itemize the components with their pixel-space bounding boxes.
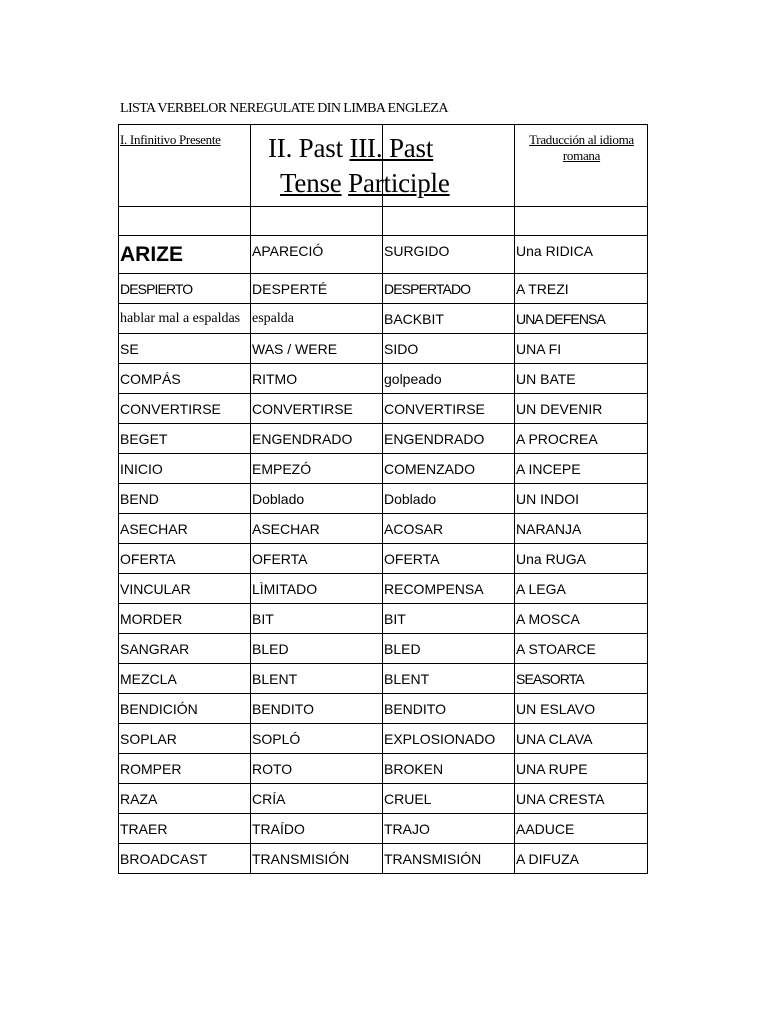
cell-translation: UNA DEFENSA [515,304,648,334]
header-infinitive-label: I. Infinitivo Presente [120,132,221,147]
cell-past-tense: TRAÍDO [251,814,383,844]
cell-translation: UNA RUPE [515,754,648,784]
header-past-tense-label-a: II. Past [268,133,343,163]
table-row [119,484,648,514]
cell-past-participle: Doblado [383,484,515,514]
table-row [119,724,648,754]
cell-infinitive: SANGRAR [119,634,251,664]
table-row [119,334,648,364]
table-header-row [119,125,648,207]
table-row [119,514,648,544]
cell-translation: UNA CLAVA [515,724,648,754]
table-row [119,364,648,394]
header-past-line1 [268,131,476,166]
cell-infinitive: COMPÁS [119,364,251,394]
cell-past-participle: OFERTA [383,544,515,574]
cell-translation: Una RUGA [515,544,648,574]
cell-translation: Una RIDICA [515,236,648,274]
header-infinitive [119,125,251,207]
cell-past-tense: APARECIÓ [251,236,383,274]
cell-infinitive: CONVERTIRSE [119,394,251,424]
cell-infinitive: hablar mal a espaldas [119,304,251,334]
empty-cell [515,207,648,236]
table-row [119,754,648,784]
cell-past-participle: BROKEN [383,754,515,784]
header-past-overlay [268,131,476,201]
table-row [119,304,648,334]
cell-past-participle: SURGIDO [383,236,515,274]
table-row [119,274,648,304]
cell-translation: A LEGA [515,574,648,604]
table-row [119,454,648,484]
cell-translation: UNA FI [515,334,648,364]
cell-translation: A TREZI [515,274,648,304]
header-translation-label: Traducción al idioma romana [529,132,634,163]
cell-past-participle: TRAJO [383,814,515,844]
cell-past-tense: BLENT [251,664,383,694]
cell-infinitive: BEND [119,484,251,514]
cell-past-participle: BENDITO [383,694,515,724]
header-past-tense [251,125,450,207]
header-translation [515,125,648,207]
cell-translation: A INCEPE [515,454,648,484]
cell-infinitive: INICIO [119,454,251,484]
cell-infinitive: OFERTA [119,544,251,574]
header-past-tense-label-b: Tense [280,168,342,198]
cell-past-participle: BACKBIT [383,304,515,334]
cell-past-participle: golpeado [383,364,515,394]
cell-past-tense: RITMO [251,364,383,394]
cell-infinitive: SOPLAR [119,724,251,754]
cell-past-tense: LÌMITADO [251,574,383,604]
table-row [119,784,648,814]
cell-translation: NARANJA [515,514,648,544]
cell-text: ARIZE [120,242,183,266]
table-row [119,814,648,844]
cell-translation: A DIFUZA [515,844,648,874]
cell-past-tense: ROTO [251,754,383,784]
cell-infinitive: VINCULAR [119,574,251,604]
cell-past-participle: CONVERTIRSE [383,394,515,424]
cell-past-participle: ACOSAR [383,514,515,544]
irregular-verbs-table [118,124,648,874]
cell-infinitive: TRAER [119,814,251,844]
header-past-participle-label-b: Participle [348,168,450,198]
cell-infinitive: MEZCLA [119,664,251,694]
cell-past-participle: COMENZADO [383,454,515,484]
cell-translation: A PROCREA [515,424,648,454]
cell-translation: AADUCE [515,814,648,844]
cell-infinitive: DESPIERTO [119,274,251,304]
cell-past-participle: SIDO [383,334,515,364]
cell-past-participle: ENGENDRADO [383,424,515,454]
cell-infinitive: SE [119,334,251,364]
header-past-line2 [268,166,476,201]
cell-past-tense: SOPLÓ [251,724,383,754]
header-past-participle-label-a: III. Past [349,133,434,163]
cell-infinitive: MORDER [119,604,251,634]
empty-cell [383,207,515,236]
cell-past-tense: TRANSMISIÓN [251,844,383,874]
table-row [119,634,648,664]
cell-past-participle: EXPLOSIONADO [383,724,515,754]
cell-translation: UN INDOI [515,484,648,514]
cell-past-tense: OFERTA [251,544,383,574]
table-row [119,424,648,454]
document-title: LISTA VERBELOR NEREGULATE DIN LIMBA ENGLEZA [120,101,448,116]
empty-cell [251,207,383,236]
cell-past-tense: EMPEZÓ [251,454,383,484]
cell-past-participle: BLENT [383,664,515,694]
cell-translation: UNA CRESTA [515,784,648,814]
cell-past-tense: espalda [251,304,383,334]
table-row [119,694,648,724]
cell-past-tense: BIT [251,604,383,634]
cell-past-participle: BIT [383,604,515,634]
cell-translation: A STOARCE [515,634,648,664]
cell-translation: UN DEVENIR [515,394,648,424]
cell-past-tense: CONVERTIRSE [251,394,383,424]
empty-row [119,207,648,236]
table-row [119,574,648,604]
table-row [119,394,648,424]
cell-past-participle: BLED [383,634,515,664]
cell-past-participle: DESPERTADO [383,274,515,304]
cell-infinitive: BEGET [119,424,251,454]
table-row [119,664,648,694]
cell-past-tense: CRÍA [251,784,383,814]
cell-infinitive: ASECHAR [119,514,251,544]
empty-cell [119,207,251,236]
cell-translation: UN BATE [515,364,648,394]
cell-past-tense: WAS / WERE [251,334,383,364]
cell-past-tense: BLED [251,634,383,664]
cell-translation: SEASORTA [515,664,648,694]
cell-past-tense: DESPERTÉ [251,274,383,304]
cell-past-tense: Doblado [251,484,383,514]
cell-translation: UN ESLAVO [515,694,648,724]
cell-infinitive: BROADCAST [119,844,251,874]
cell-past-tense: BENDITO [251,694,383,724]
table-row [119,544,648,574]
table-row [119,236,648,274]
cell-infinitive: RAZA [119,784,251,814]
cell-past-participle: CRUEL [383,784,515,814]
cell-infinitive: BENDICIÓN [119,694,251,724]
cell-past-tense: ENGENDRADO [251,424,383,454]
cell-past-participle: TRANSMISIÓN [383,844,515,874]
cell-translation: A MOSCA [515,604,648,634]
cell-infinitive: ROMPER [119,754,251,784]
cell-past-participle: RECOMPENSA [383,574,515,604]
cell-past-tense: ASECHAR [251,514,383,544]
cell-infinitive [119,236,251,274]
table-row [119,604,648,634]
table-row [119,844,648,874]
